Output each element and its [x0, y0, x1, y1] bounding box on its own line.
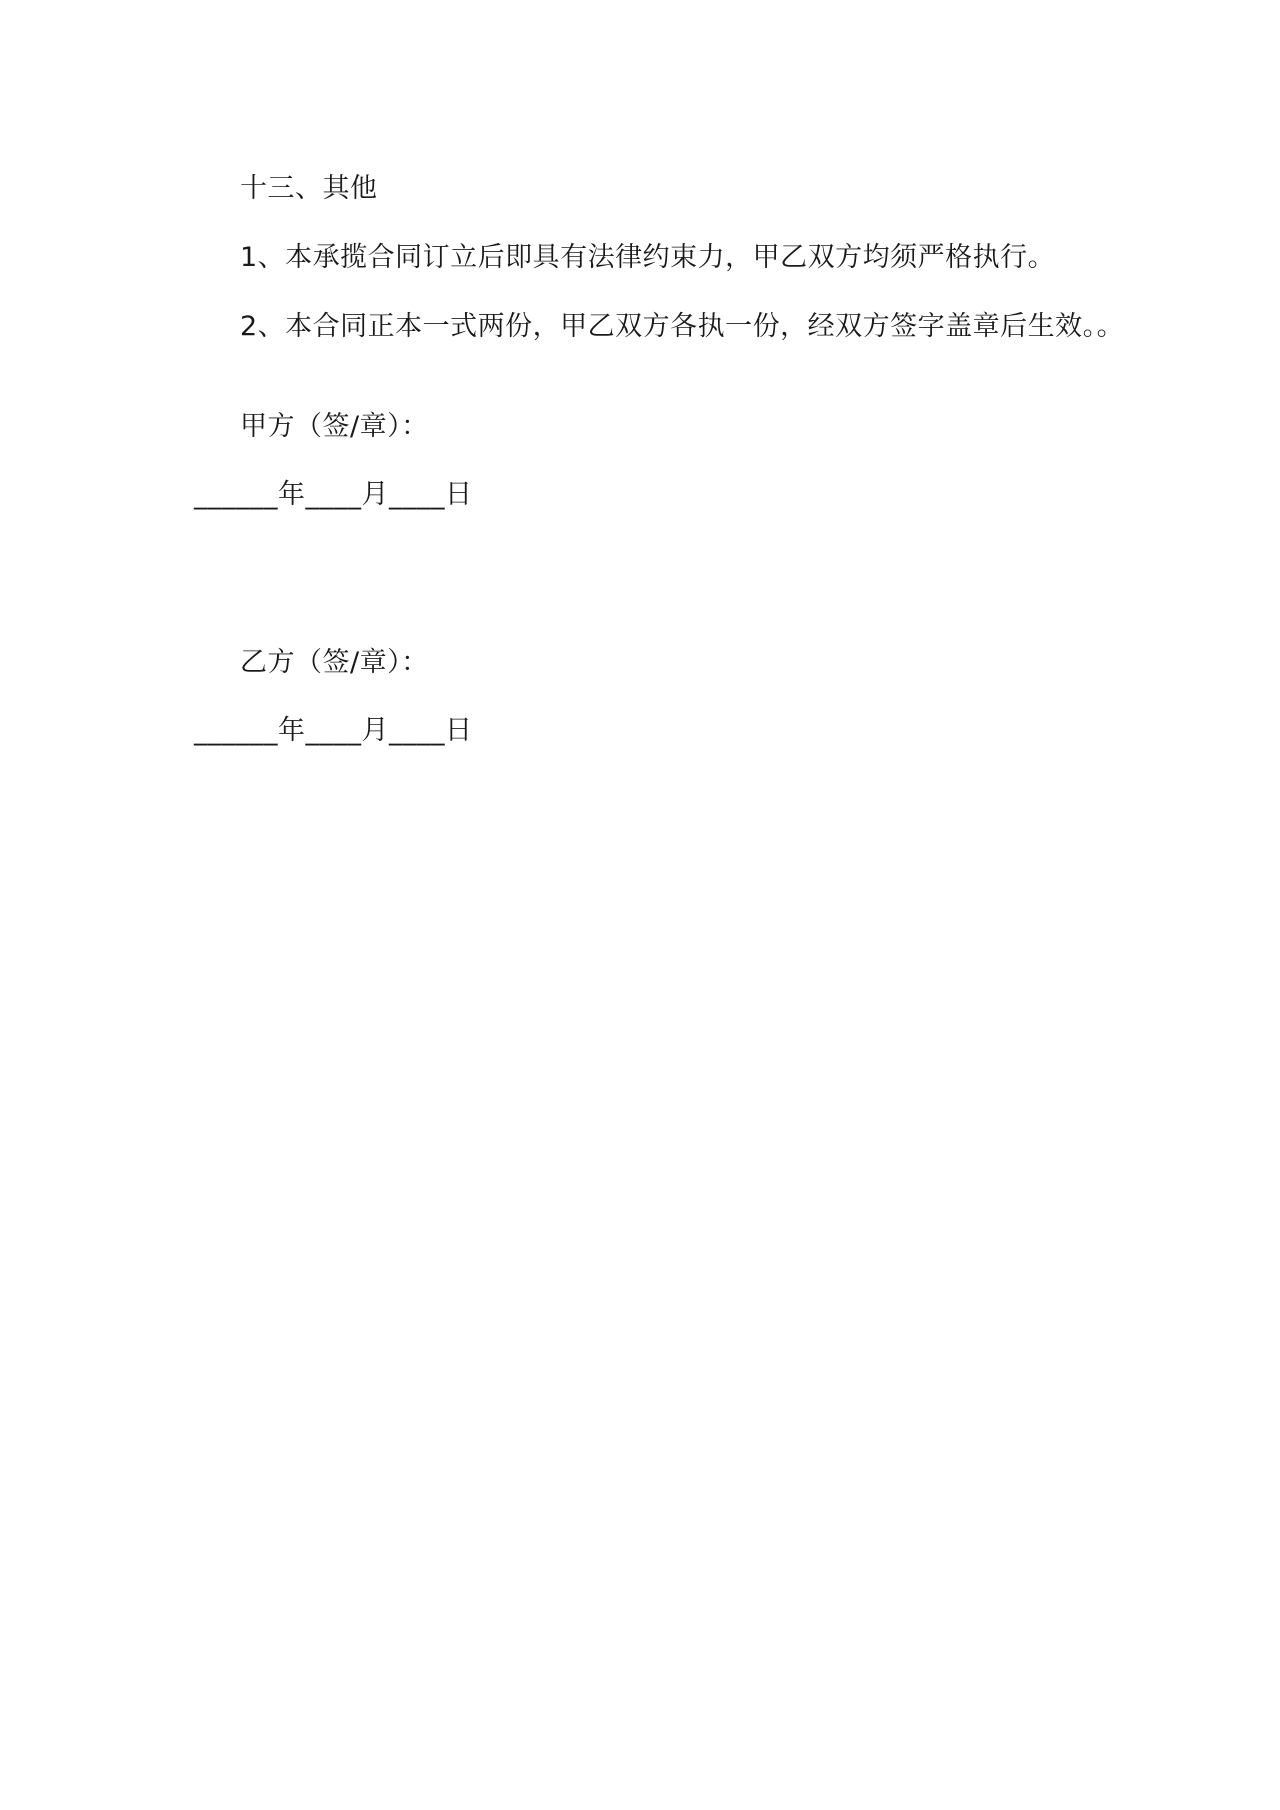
section-heading: 十三、其他 — [240, 173, 378, 204]
party-b-signature-label: 乙方（签/章）： — [240, 647, 429, 678]
party-a-date-line: ______年____月____日 — [194, 479, 473, 510]
clause-1: 1、本承揽合同订立后即具有法律约束力，甲乙双方均须严格执行。 — [240, 242, 1056, 273]
clause-2: 2、本合同正本一式两份，甲乙双方各执一份，经双方签字盖章后生效。。 — [240, 311, 1125, 342]
party-b-date-line: ______年____月____日 — [194, 715, 473, 746]
party-a-signature-label: 甲方（签/章）： — [240, 411, 429, 442]
